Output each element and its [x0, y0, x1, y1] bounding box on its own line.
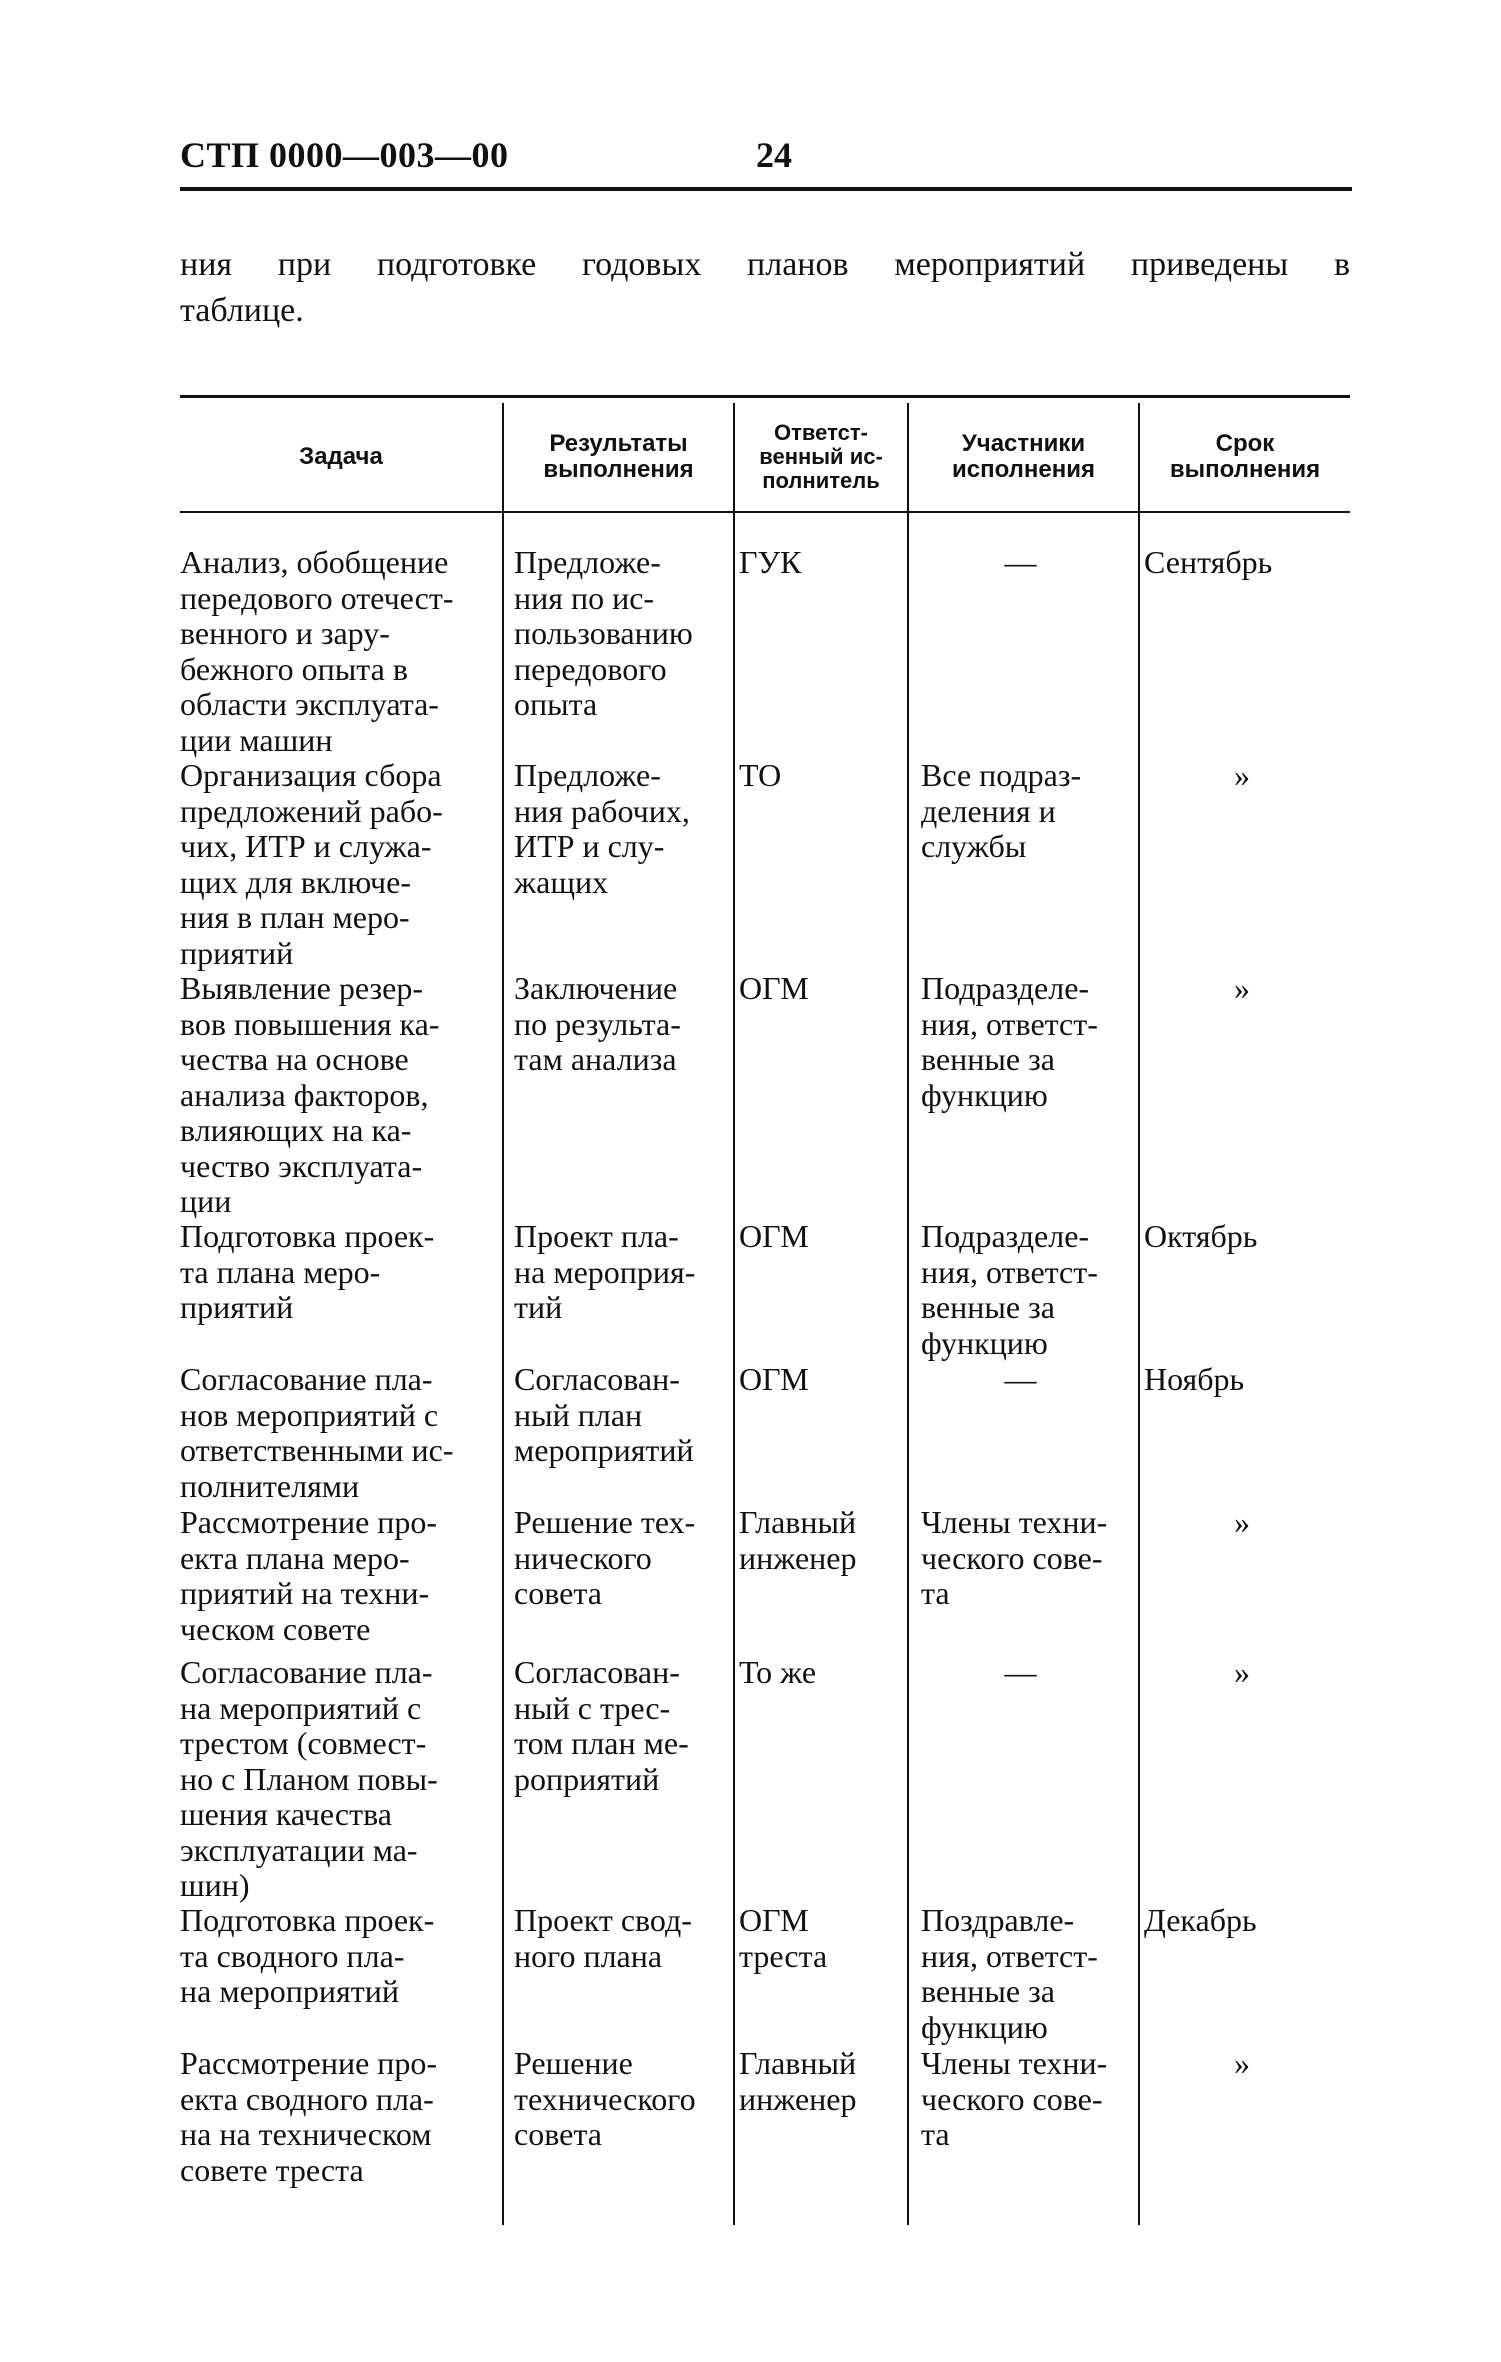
term-cell: »: [1234, 2046, 1250, 2081]
participants-cell: Члены техни- ческого сове- та: [921, 1505, 1108, 1611]
participants-cell: Члены техни- ческого сове- та: [921, 2046, 1108, 2152]
column-header-responsible: [735, 407, 907, 507]
result-cell: Согласован- ный с трес- том план ме- роприятий: [514, 1655, 689, 1797]
table-top-rule: [180, 395, 1350, 398]
table-row: [180, 758, 1350, 971]
responsible-cell: ТО: [739, 758, 782, 793]
result-cell: Предложе- ния рабочих, ИТР и слу- жащих: [514, 758, 690, 900]
term-cell: Декабрь: [1144, 1903, 1257, 1938]
document-code: СТП 0000—003—00: [180, 135, 509, 175]
result-cell: Проект пла- на мероприя- тий: [514, 1219, 696, 1325]
participants-cell: —: [1004, 1362, 1037, 1397]
responsible-cell: ГУК: [739, 545, 802, 580]
table-row: [180, 1903, 1350, 2046]
intro-line-2: таблице.: [180, 292, 304, 329]
column-header-term-label: Срок выполнения: [1169, 430, 1321, 483]
table-row: [180, 2046, 1350, 2196]
column-header-task: [180, 407, 502, 507]
page-header: [180, 128, 1350, 188]
table-body: [180, 545, 1350, 2196]
column-header-results: [504, 407, 733, 507]
table-row: [180, 1505, 1350, 1655]
participants-cell: Подразделе- ния, ответст- венные за функцию: [921, 1219, 1098, 1361]
participants-cell: —: [1004, 1655, 1037, 1690]
table-row: [180, 971, 1350, 1219]
responsible-cell: ОГМ треста: [739, 1903, 828, 1974]
task-cell: Организация сбора предложений рабо- чих, ИТР и служа- щих для включе- ния в план меро- приятий: [180, 758, 443, 971]
responsible-cell: Главный инженер: [739, 2046, 857, 2117]
task-cell: Согласование пла- нов мероприятий с ответственными ис- полнителями: [180, 1362, 454, 1504]
term-cell: Ноябрь: [1144, 1362, 1245, 1397]
column-header-task-label: Задача: [299, 443, 383, 470]
term-cell: »: [1234, 1505, 1250, 1540]
participants-cell: —: [1004, 545, 1037, 580]
responsible-cell: ОГМ: [739, 971, 809, 1006]
intro-line-1: ния при подготовке годовых планов мероприятий приведены в: [180, 246, 1350, 283]
task-cell: Подготовка проек- та плана меро- приятий: [180, 1219, 435, 1325]
responsible-cell: То же: [739, 1655, 817, 1690]
participants-cell: Все подраз- деления и службы: [921, 758, 1082, 864]
table-row: [180, 1219, 1350, 1362]
result-cell: Решение тех- нического совета: [514, 1505, 696, 1611]
table-row: [180, 1655, 1350, 1903]
tasks-table: [180, 395, 1350, 2225]
intro-paragraph: [180, 242, 1350, 334]
column-header-participants: [909, 407, 1138, 507]
term-cell: Сентябрь: [1144, 545, 1273, 580]
task-cell: Рассмотрение про- екта плана меро- приятий на техни- ческом совете: [180, 1505, 438, 1647]
column-header-responsible-label: Ответст- венный ис- полнитель: [759, 420, 883, 493]
task-cell: Анализ, обобщение передового отечест- венного и зару- бежного опыта в области эксплуата- ции машин: [180, 545, 454, 758]
result-cell: Согласован- ный план мероприятий: [514, 1362, 694, 1468]
task-cell: Рассмотрение про- екта сводного пла- на на техническом совете треста: [180, 2046, 438, 2188]
header-divider: [180, 187, 1352, 191]
table-row: [180, 545, 1350, 758]
table-row: [180, 1362, 1350, 1505]
result-cell: Решение технического совета: [514, 2046, 696, 2152]
column-header-term: [1140, 407, 1350, 507]
term-cell: »: [1234, 1655, 1250, 1690]
term-cell: Октябрь: [1144, 1219, 1258, 1254]
column-header-participants-label: Участники исполнения: [951, 430, 1095, 483]
task-cell: Выявление резер- вов повышения ка- чества на основе анализа факторов, влияющих на ка- чество эксплуата- ции: [180, 971, 440, 1219]
participants-cell: Подразделе- ния, ответст- венные за функцию: [921, 971, 1098, 1113]
term-cell: »: [1234, 971, 1250, 1006]
task-cell: Подготовка проек- та сводного пла- на мероприятий: [180, 1903, 435, 2009]
result-cell: Проект свод- ного плана: [514, 1903, 692, 1974]
task-cell: Согласование пла- на мероприятий с трестом (совмест- но с Планом повы- шения качества эксплуатации ма- шин): [180, 1655, 438, 1903]
result-cell: Предложе- ния по ис- пользованию передового опыта: [514, 545, 693, 722]
column-header-results-label: Результаты выполнения: [543, 430, 694, 483]
responsible-cell: Главный инженер: [739, 1505, 857, 1576]
page-number: 24: [756, 135, 792, 175]
responsible-cell: ОГМ: [739, 1362, 809, 1397]
result-cell: Заключение по результа- там анализа: [514, 971, 681, 1077]
participants-cell: Поздравле- ния, ответст- венные за функцию: [921, 1903, 1098, 2045]
term-cell: »: [1234, 758, 1250, 793]
responsible-cell: ОГМ: [739, 1219, 809, 1254]
table-header-rule: [180, 511, 1350, 513]
